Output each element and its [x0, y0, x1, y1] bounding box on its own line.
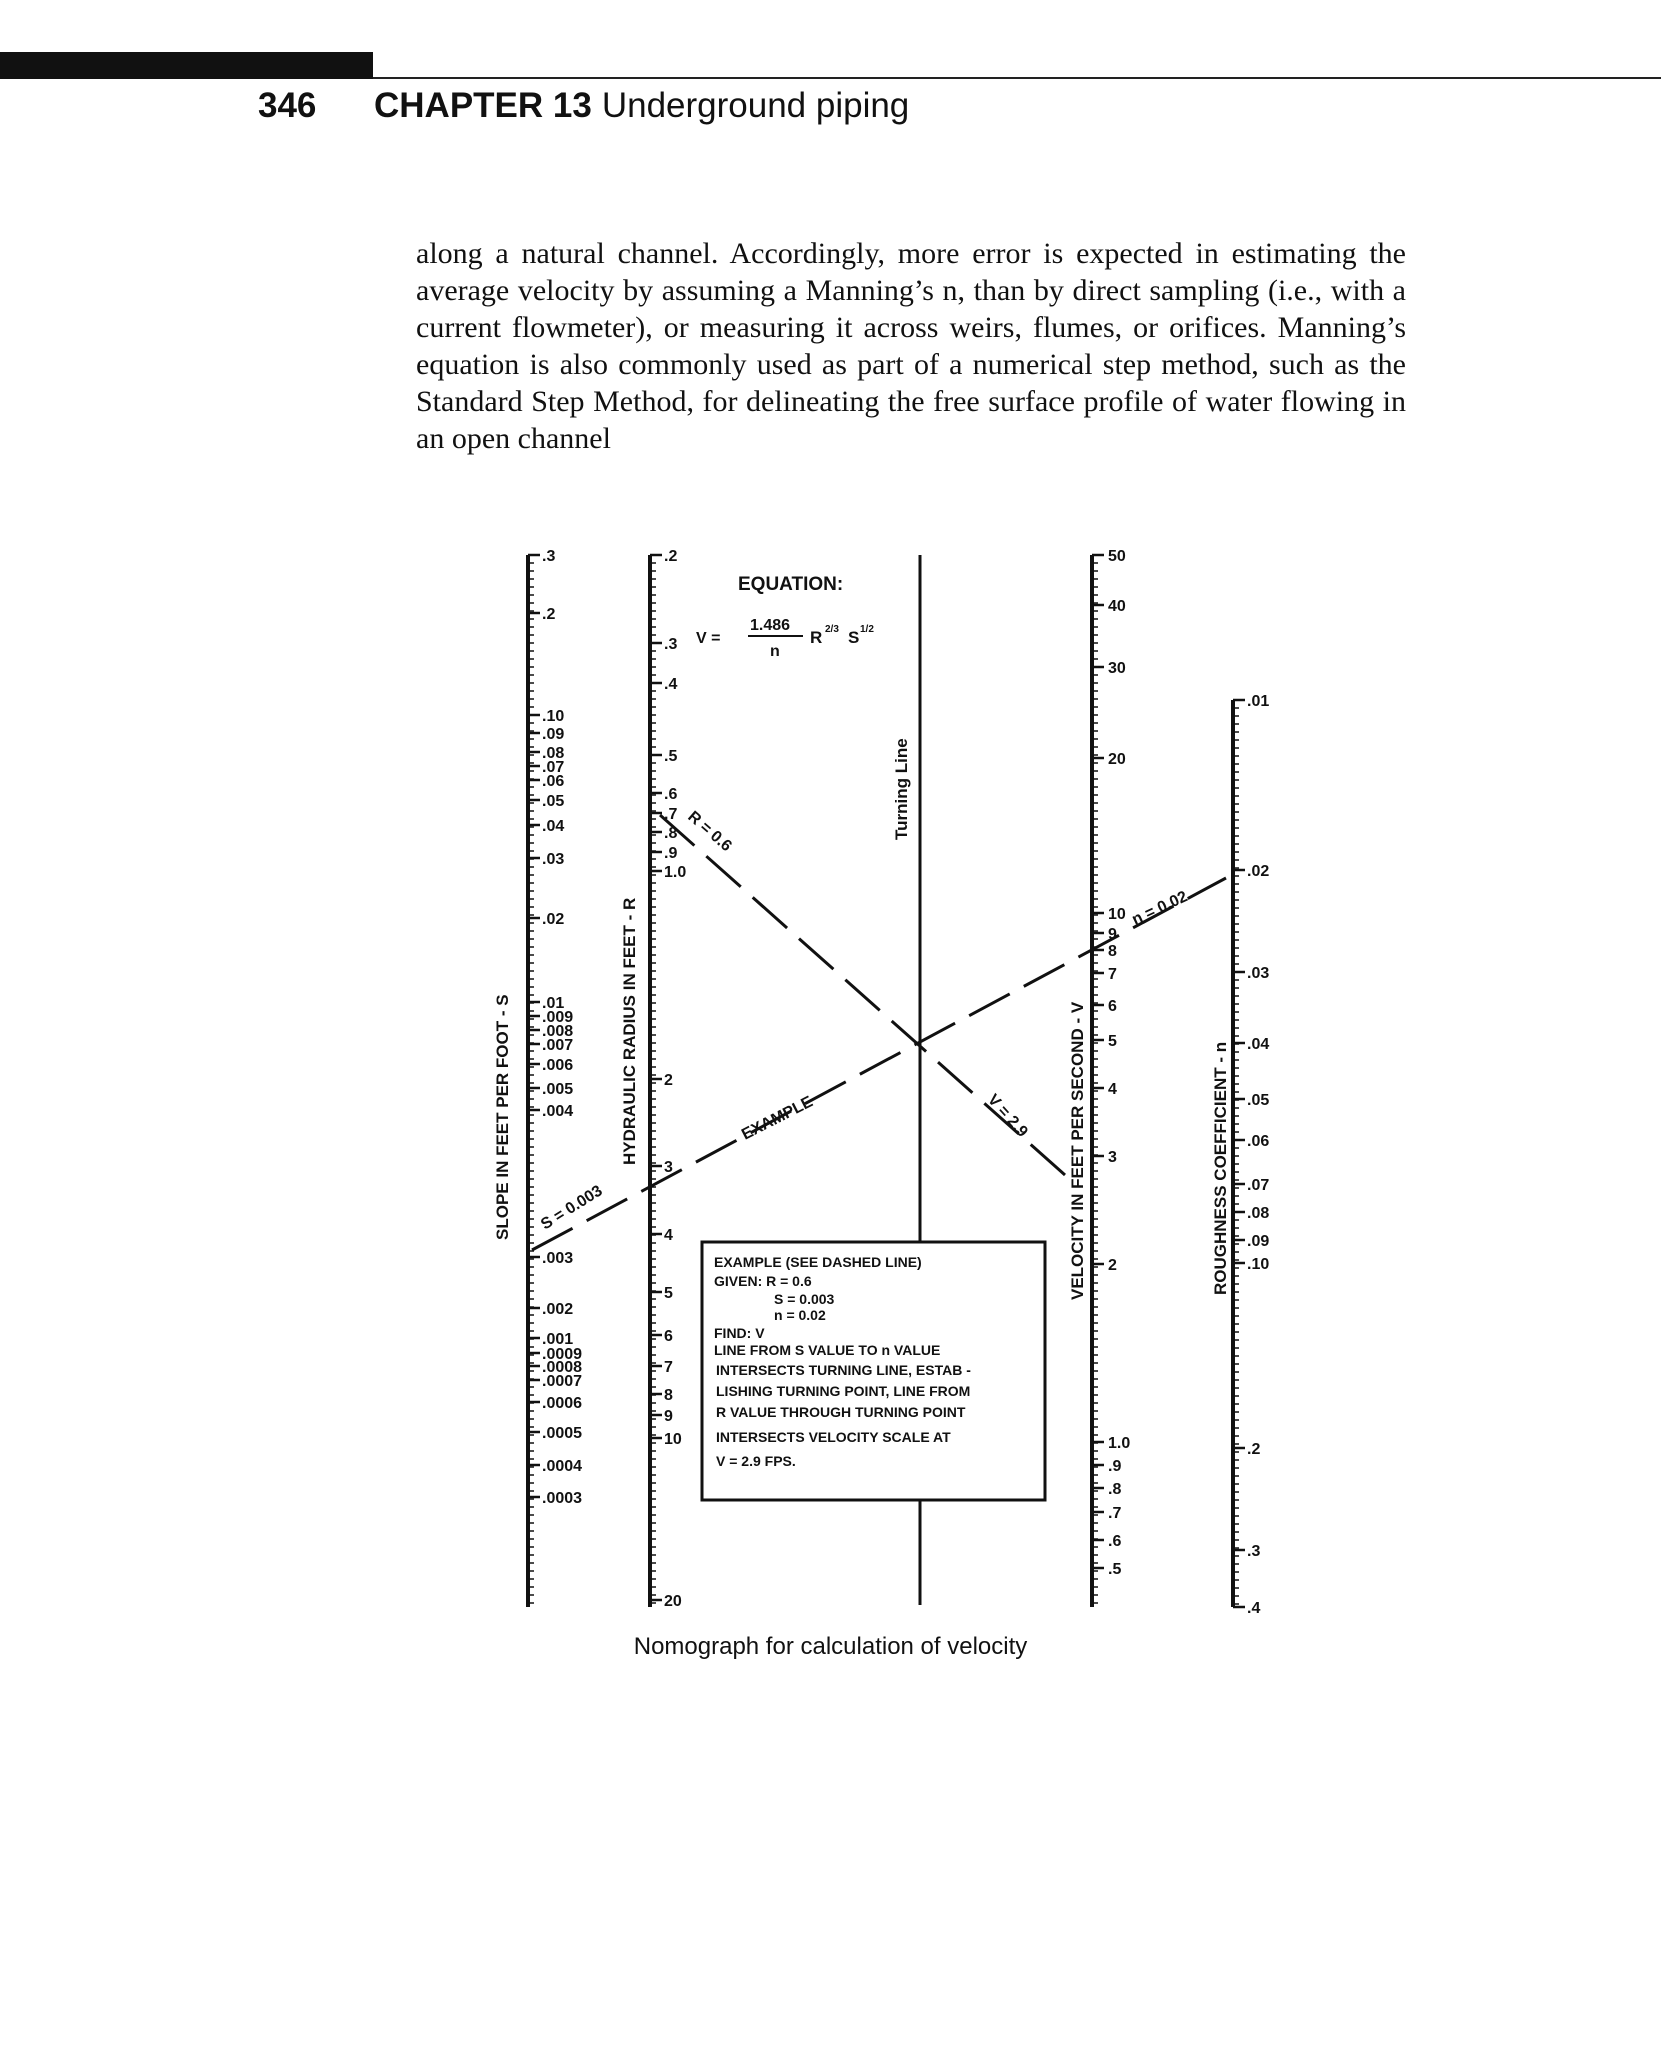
slope-tick-label: .06	[542, 773, 565, 790]
radius-tick-label: .5	[664, 748, 678, 765]
radius-tick-label: 6	[664, 1328, 673, 1345]
slope-tick-label: .0003	[542, 1490, 583, 1507]
radius-tick-label: 9	[664, 1408, 673, 1425]
roughness-tick-label: .10	[1247, 1256, 1270, 1273]
slope-tick-label: .02	[542, 911, 565, 928]
velocity-tick-label: .7	[1108, 1505, 1122, 1522]
radius-tick-label: .7	[664, 806, 678, 823]
velocity-tick-label: 50	[1108, 548, 1126, 565]
roughness-tick-label: .05	[1247, 1092, 1270, 1109]
chapter-title: Underground piping	[601, 86, 910, 125]
n-line-label: n = 0.02	[1129, 888, 1191, 929]
example-box-line: S = 0.003	[774, 1291, 835, 1307]
velocity-tick-label: 10	[1108, 906, 1126, 923]
velocity-tick-label: 9	[1108, 926, 1117, 943]
slope-tick-label: .001	[542, 1331, 574, 1348]
equation-s-exponent: 1/2	[860, 624, 874, 635]
slope-tick-label: .0008	[542, 1359, 583, 1376]
radius-tick-label: 5	[664, 1285, 673, 1302]
radius-tick-label: 3	[664, 1159, 673, 1176]
velocity-tick-label: 4	[1108, 1081, 1117, 1098]
chapter-label: CHAPTER 13	[374, 86, 592, 125]
slope-tick-label: .0005	[542, 1425, 583, 1442]
roughness-tick-label: .02	[1247, 863, 1270, 880]
example-box-line: EXAMPLE (SEE DASHED LINE)	[714, 1254, 922, 1270]
radius-axis-title: HYDRAULIC RADIUS IN FEET - R	[620, 897, 639, 1165]
equation-r-exponent: 2/3	[825, 624, 839, 635]
slope-tick-label: .0009	[542, 1346, 583, 1363]
example-box-line: V = 2.9 FPS.	[716, 1453, 796, 1469]
velocity-tick-label: .9	[1108, 1458, 1122, 1475]
nomograph-svg	[470, 540, 1310, 1620]
r-line-label: R = 0.6	[684, 808, 735, 856]
velocity-tick-label: 40	[1108, 598, 1126, 615]
velocity-tick-label: 3	[1108, 1149, 1117, 1166]
example-box-line: n = 0.02	[774, 1307, 826, 1323]
v-line-label: V = 2.9	[984, 1091, 1031, 1141]
radius-tick-label: .8	[664, 825, 678, 842]
example-box-line: INTERSECTS TURNING LINE, ESTAB -	[716, 1362, 971, 1378]
equation-denominator: n	[770, 643, 780, 660]
example-box-line: LINE FROM S VALUE TO n VALUE	[714, 1342, 941, 1358]
roughness-tick-label: .01	[1247, 693, 1270, 710]
radius-tick-label: 10	[664, 1431, 682, 1448]
velocity-tick-label: .8	[1108, 1481, 1122, 1498]
example-box-line: R VALUE THROUGH TURNING POINT	[716, 1404, 966, 1420]
equation-numerator: 1.486	[750, 617, 791, 634]
velocity-tick-label: 8	[1108, 943, 1117, 960]
slope-tick-label: .005	[542, 1081, 574, 1098]
page-number: 346	[258, 86, 317, 125]
velocity-tick-label: .6	[1108, 1533, 1122, 1550]
slope-tick-label: .008	[542, 1023, 574, 1040]
header-bar	[0, 52, 373, 79]
radius-tick-label: .6	[664, 786, 678, 803]
slope-tick-label: .2	[542, 606, 556, 623]
example-box-line: FIND: V	[714, 1325, 765, 1341]
slope-tick-label: .10	[542, 708, 565, 725]
radius-tick-label: .3	[664, 636, 678, 653]
slope-tick-label: .05	[542, 793, 565, 810]
radius-tick-label: 2	[664, 1072, 673, 1089]
turning-line-label: Turning Line	[892, 738, 911, 840]
radius-tick-label: .4	[664, 676, 678, 693]
roughness-tick-label: .08	[1247, 1205, 1270, 1222]
chapter-heading	[374, 86, 909, 126]
equation-r: R	[810, 628, 823, 647]
roughness-tick-label: .09	[1247, 1233, 1270, 1250]
figure-caption: Nomograph for calculation of velocity	[633, 1633, 1028, 1660]
example-line-label: EXAMPLE	[739, 1093, 816, 1144]
body-paragraph: along a natural channel. Accordingly, more error is expected in estimating the average velocity by assuming a Manning’s n, than by direct sampling (i.e., with a current flowmeter), or measuring it across weirs, flumes, or orifices. Manning’s equation is also commonly used as part of a numerical step method, such as the Standard Step Method, for delineating the free surface profile of water flowing in an open channel	[416, 237, 1406, 455]
roughness-tick-label: .3	[1247, 1543, 1261, 1560]
equation-v: V =	[696, 630, 721, 647]
slope-axis-title: SLOPE IN FEET PER FOOT - S	[493, 994, 512, 1240]
radius-tick-label: 7	[664, 1359, 673, 1376]
roughness-tick-label: .06	[1247, 1133, 1270, 1150]
velocity-tick-label: 2	[1108, 1257, 1117, 1274]
slope-tick-label: .01	[542, 995, 565, 1012]
s-line-label: S = 0.003	[538, 1182, 606, 1234]
velocity-tick-label: 7	[1108, 966, 1117, 983]
example-box-line: GIVEN: R = 0.6	[714, 1273, 812, 1289]
slope-tick-label: .004	[542, 1103, 574, 1120]
roughness-tick-label: .07	[1247, 1177, 1270, 1194]
velocity-tick-label: 5	[1108, 1033, 1117, 1050]
radius-tick-label: 20	[664, 1593, 682, 1610]
header-rule	[373, 77, 1661, 79]
equation-s: S	[848, 628, 860, 647]
roughness-tick-label: .2	[1247, 1441, 1261, 1458]
radius-tick-label: 4	[664, 1227, 673, 1244]
slope-tick-label: .007	[542, 1037, 574, 1054]
nomograph-figure	[470, 540, 1310, 1620]
roughness-tick-label: .03	[1247, 965, 1270, 982]
example-box-line: LISHING TURNING POINT, LINE FROM	[716, 1383, 971, 1399]
radius-tick-label: 1.0	[664, 864, 687, 881]
radius-tick-label: 8	[664, 1387, 673, 1404]
radius-tick-label: .2	[664, 548, 678, 565]
slope-tick-label: .08	[542, 745, 565, 762]
example-box-line: INTERSECTS VELOCITY SCALE AT	[716, 1429, 951, 1445]
slope-tick-label: .002	[542, 1301, 574, 1318]
slope-tick-label: .009	[542, 1009, 574, 1026]
slope-tick-label: .09	[542, 726, 565, 743]
roughness-axis-title: ROUGHNESS COEFFICIENT - n	[1211, 1041, 1230, 1295]
velocity-tick-label: 30	[1108, 660, 1126, 677]
velocity-tick-label: 6	[1108, 998, 1117, 1015]
slope-tick-label: .0007	[542, 1373, 583, 1390]
velocity-tick-label: 1.0	[1108, 1435, 1131, 1452]
velocity-axis-title: VELOCITY IN FEET PER SECOND - V	[1068, 1001, 1087, 1300]
roughness-tick-label: .4	[1247, 1600, 1261, 1617]
velocity-tick-label: .5	[1108, 1561, 1122, 1578]
slope-tick-label: .3	[542, 548, 556, 565]
slope-tick-label: .0006	[542, 1395, 583, 1412]
velocity-tick-label: 20	[1108, 751, 1126, 768]
body-text	[416, 235, 1406, 457]
slope-tick-label: .04	[542, 818, 565, 835]
slope-tick-label: .0004	[542, 1458, 583, 1475]
slope-tick-label: .03	[542, 851, 565, 868]
slope-tick-label: .003	[542, 1250, 574, 1267]
slope-tick-label: .07	[542, 759, 565, 776]
radius-tick-label: .9	[664, 845, 678, 862]
equation-title: EQUATION:	[738, 574, 844, 595]
roughness-tick-label: .04	[1247, 1036, 1270, 1053]
slope-tick-label: .006	[542, 1057, 574, 1074]
